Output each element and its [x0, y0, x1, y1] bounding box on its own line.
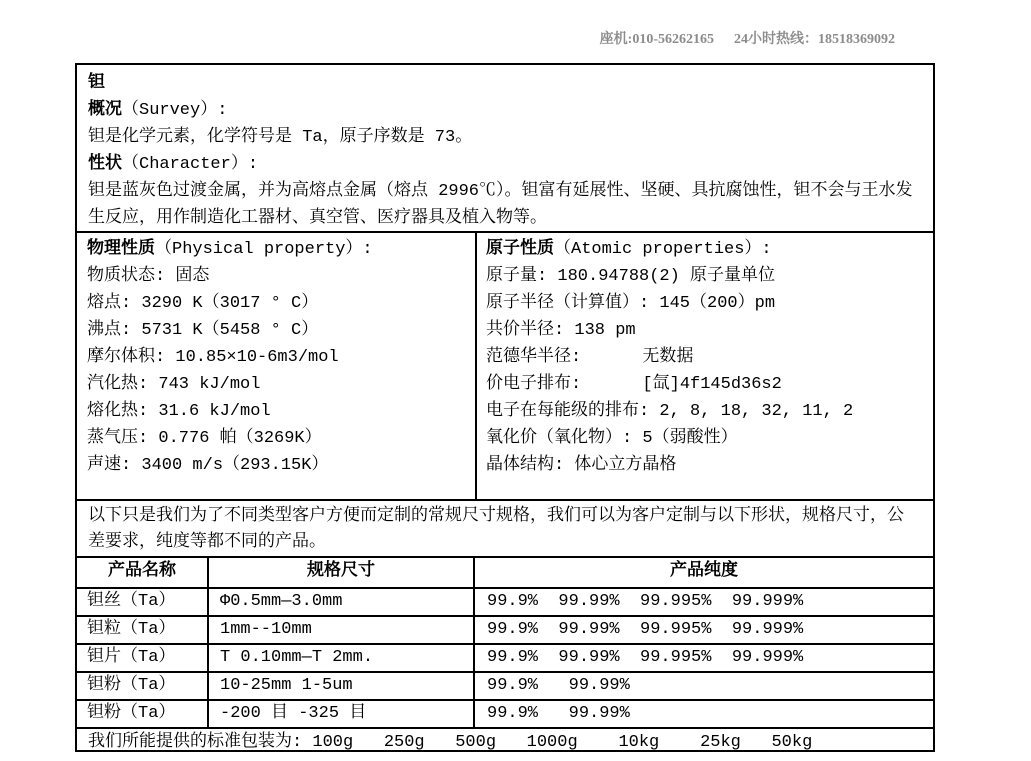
atomic-property-line: 原子半径（计算值）: 145（200）pm [486, 294, 776, 313]
survey-text: 钽是化学元素，化学符号是 Ta，原子序数是 73。 [88, 128, 473, 147]
properties-section [77, 231, 933, 499]
character-text: 钽是蓝灰色过渡金属，并为高熔点金属（熔点 2996℃）。钽富有延展性、坚硬、具抗腐蚀性，钽不会与王水发生反应，用作制造化工器材、真空管、医疗器具及植入物等。 [88, 182, 913, 228]
purity-cell: 99.9% 99.99% 99.995% 99.999% [487, 648, 804, 667]
spec-size-cell: 1mm--10mm [209, 617, 475, 643]
header-product-name: 产品名称 [77, 558, 209, 587]
element-info-sheet [75, 63, 935, 752]
table-row [77, 615, 933, 643]
spec-size-cell: -200 目 -325 目 [209, 701, 475, 727]
table-row [77, 643, 933, 671]
packaging-info: 我们所能提供的标准包装为: 100g 250g 500g 1000g 10kg 25kg 50kg [77, 727, 933, 756]
header-spec-size: 规格尺寸 [209, 558, 475, 587]
atomic-properties-column [477, 233, 933, 499]
table-row [77, 671, 933, 699]
survey-heading: 概况（Survey）: [88, 101, 228, 120]
atomic-property-line: 范德华半径: 无数据 [486, 348, 694, 367]
character-heading: 性状（Character）: [88, 155, 259, 174]
spec-size-cell: Φ0.5mm—3.0mm [209, 589, 475, 615]
products-table [77, 556, 933, 727]
purity-cell: 99.9% 99.99% 99.995% 99.999% [487, 592, 804, 611]
physical-property-line: 物质状态: 固态 [87, 267, 210, 286]
purity-cell: 99.9% 99.99% 99.995% 99.999% [487, 620, 804, 639]
table-row [77, 699, 933, 727]
physical-properties-column [77, 233, 477, 499]
atomic-property-line: 电子在每能级的排布: 2, 8, 18, 32, 11, 2 [486, 402, 854, 421]
product-name-cell: 钽粉（Ta） [77, 701, 209, 727]
hotline-number: 24小时热线：18518369092 [734, 32, 895, 47]
physical-property-line: 熔点: 3290 K（3017 ° C） [87, 294, 319, 313]
physical-properties-heading: 物理性质（Physical property）: [87, 240, 373, 259]
physical-property-line: 蒸气压: 0.776 帕（3269K） [87, 429, 322, 448]
atomic-property-line: 氧化价（氧化物）: 5（弱酸性） [486, 429, 738, 448]
product-name-cell: 钽片（Ta） [77, 645, 209, 671]
atomic-property-line: 晶体结构: 体心立方晶格 [486, 456, 677, 475]
spec-size-cell: 10-25mm 1-5um [209, 673, 475, 699]
element-title: 钽 [88, 74, 105, 93]
physical-property-line: 声速: 3400 m/s（293.15K） [87, 456, 329, 475]
atomic-property-line: 原子量: 180.94788(2) 原子量单位 [486, 267, 776, 286]
spec-size-cell: T 0.10mm—T 2mm. [209, 645, 475, 671]
atomic-properties-heading: 原子性质（Atomic properties）: [486, 240, 772, 259]
products-table-header-row [77, 558, 933, 587]
physical-property-line: 摩尔体积: 10.85×10-6m3/mol [87, 348, 339, 367]
header-product-purity: 产品纯度 [670, 562, 738, 581]
physical-property-line: 熔化热: 31.6 kJ/mol [87, 402, 271, 421]
physical-property-line: 沸点: 5731 K（5458 ° C） [87, 321, 319, 340]
physical-property-line: 汽化热: 743 kJ/mol [87, 375, 261, 394]
product-name-cell: 钽丝（Ta） [77, 589, 209, 615]
intro-section [77, 65, 933, 231]
purity-cell: 99.9% 99.99% [487, 676, 630, 695]
atomic-property-line: 价电子排布: [氙]4f145d36s2 [486, 375, 782, 394]
purity-cell: 99.9% 99.99% [487, 704, 630, 723]
product-name-cell: 钽粒（Ta） [77, 617, 209, 643]
table-row [77, 587, 933, 615]
atomic-property-line: 共价半径: 138 pm [486, 321, 636, 340]
landline-number: 座机:010-56262165 [599, 32, 714, 47]
customization-note: 以下只是我们为了不同类型客户方便而定制的常规尺寸规格，我们可以为客户定制与以下形状，规格尺寸，公差要求，纯度等都不同的产品。 [77, 499, 933, 556]
product-name-cell: 钽粉（Ta） [77, 673, 209, 699]
contact-header [600, 28, 895, 48]
